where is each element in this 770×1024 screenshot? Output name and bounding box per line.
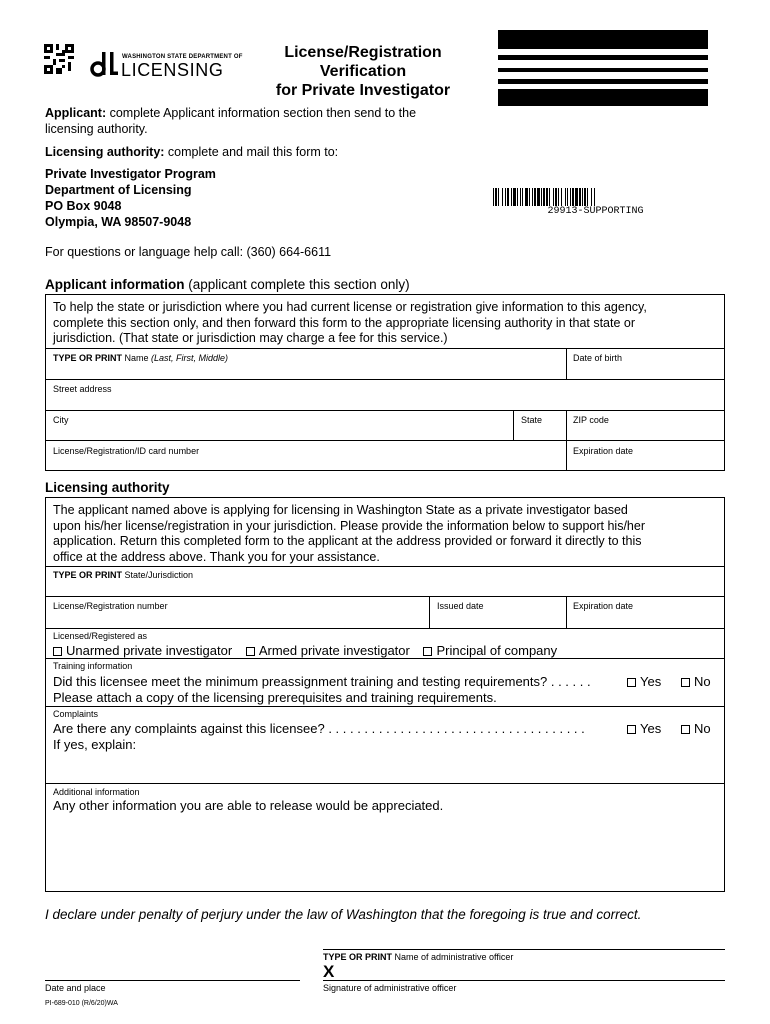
address-line: Olympia, WA 98507-9048 (45, 215, 192, 229)
date-divider (45, 980, 300, 981)
training-note: Please attach a copy of the licensing prerequisites and training requirements. (53, 690, 497, 705)
applicant-instruction (45, 105, 485, 137)
authority-lead: Licensing authority: (45, 145, 165, 159)
para-line: jurisdiction. (That state or jurisdiction may charge a fee for this service.) (53, 331, 448, 345)
para-line: complete this section only, and then forward this form to the appropriate licensing authority in that state or (53, 315, 636, 330)
divider (566, 596, 567, 628)
black-bar (498, 68, 708, 72)
applicant-text: complete Applicant information section then send to the (106, 106, 417, 120)
license-id-field[interactable]: License/Registration/ID card number (53, 446, 200, 456)
divider (45, 440, 725, 441)
divider (45, 566, 725, 567)
mailing-address (45, 166, 216, 230)
address-line: Private Investigator Program (45, 167, 216, 181)
divider (566, 348, 567, 379)
complaints-question: Are there any complaints against this licensee? . . . . . . . . . . . . . . . . . . . . . . . . . . . . . . . . . . . . (53, 721, 585, 736)
name-field[interactable] (53, 353, 228, 363)
expiration-field[interactable]: Expiration date (573, 446, 634, 456)
divider (45, 706, 725, 707)
heading-text: Applicant information (45, 277, 185, 292)
checkbox-icon[interactable] (681, 725, 690, 734)
para-line: upon his/her license/registration in your jurisdiction. Please provide the information below to support his/her (53, 518, 645, 533)
principal-option[interactable] (423, 643, 557, 658)
complaints-label: Complaints (53, 709, 99, 719)
divider (513, 410, 514, 440)
street-field[interactable]: Street address (53, 384, 112, 394)
authority-instruction (45, 144, 338, 160)
additional-text[interactable]: Any other information you are able to release would be appreciated. (53, 798, 444, 813)
date-place-field[interactable]: Date and place (45, 983, 106, 993)
divider (45, 410, 725, 411)
zip-field[interactable]: ZIP code (573, 415, 609, 425)
complaints-yes[interactable] (627, 721, 661, 737)
no-label: No (694, 674, 711, 689)
agency-name-small: WASHINGTON STATE DEPARTMENT OF (122, 54, 243, 60)
jurisdiction-label: State/Jurisdiction (122, 570, 194, 580)
yes-label: Yes (640, 674, 662, 689)
para-line: The applicant named above is applying for licensing in Washington State as a private investigator based (53, 503, 628, 517)
jurisdiction-field[interactable] (53, 570, 193, 580)
divider (429, 596, 430, 628)
issued-date-field[interactable]: Issued date (437, 601, 484, 611)
authority-section-heading: Licensing authority (45, 480, 170, 495)
signature-line (323, 980, 725, 981)
training-yes[interactable] (627, 674, 661, 690)
signature-field[interactable]: Signature of administrative officer (323, 983, 457, 993)
name-hint: (Last, First, Middle) (151, 353, 229, 363)
agency-name-large: LICENSING (121, 60, 224, 80)
yes-label: Yes (640, 721, 662, 736)
divider (45, 348, 725, 349)
heading-note: (applicant complete this section only) (184, 277, 410, 292)
checkbox-icon[interactable] (53, 647, 62, 656)
para-line: office at the address above. Thank you for your assistance. (53, 549, 380, 564)
black-bar (498, 79, 708, 84)
signature-divider (323, 949, 725, 950)
checkbox-icon[interactable] (627, 678, 636, 687)
checkbox-icon[interactable] (681, 678, 690, 687)
type-or-print: TYPE OR PRINT (323, 952, 393, 962)
applicant-instructions (53, 300, 647, 347)
type-or-print: TYPE OR PRINT (53, 353, 123, 363)
para-line: application. Return this completed form to the applicant at the address provided or forward it directly to this (53, 534, 642, 548)
black-bar (498, 30, 708, 49)
divider (566, 440, 567, 471)
applicant-lead: Applicant: (45, 106, 107, 120)
checkbox-icon[interactable] (423, 647, 432, 656)
armed-option[interactable] (246, 643, 410, 658)
auth-expiration-field[interactable]: Expiration date (573, 601, 634, 611)
additional-label: Additional information (53, 787, 140, 797)
city-field[interactable]: City (53, 415, 69, 425)
title-line: License/Registration (284, 44, 442, 61)
authority-instructions (53, 503, 645, 565)
divider (45, 783, 725, 784)
state-field[interactable]: State (521, 415, 543, 425)
dob-field[interactable]: Date of birth (573, 353, 623, 363)
divider (45, 628, 725, 629)
address-line: Department of Licensing (45, 183, 192, 197)
qr-code-icon (44, 44, 74, 74)
dol-logo-icon (90, 50, 118, 78)
officer-name-field[interactable] (323, 952, 513, 962)
type-or-print: TYPE OR PRINT (53, 570, 123, 580)
authority-text: complete and mail this form to: (164, 145, 339, 159)
name-label: Name (122, 353, 152, 363)
training-label: Training information (53, 661, 133, 671)
option-label: Armed private investigator (258, 643, 410, 658)
divider (45, 596, 725, 597)
barcode-icon (493, 188, 698, 206)
divider (566, 410, 567, 440)
licensed-as-label: Licensed/Registered as (53, 631, 148, 641)
para-line: To help the state or jurisdiction where you had current license or registration give information to this agency, (53, 300, 647, 314)
barcode-text: 29913-SUPPORTING (547, 206, 644, 217)
perjury-declaration: I declare under penalty of perjury under the law of Washington that the foregoing is true and correct. (45, 907, 642, 922)
form-id: PI-689-010 (R/6/20)WA (45, 1000, 118, 1007)
checkbox-icon[interactable] (627, 725, 636, 734)
black-bar (498, 89, 708, 106)
title-line: for Private Investigator (275, 82, 451, 99)
option-label: Unarmed private investigator (66, 643, 233, 658)
training-no[interactable] (681, 674, 711, 690)
address-line: PO Box 9048 (45, 199, 122, 213)
unarmed-option[interactable] (53, 643, 232, 658)
licensed-as-options (53, 643, 557, 659)
help-phone: For questions or language help call: (360) 664-6611 (45, 245, 332, 259)
title-line: Verification (319, 63, 407, 80)
form-title (248, 43, 478, 100)
complaints-no[interactable] (681, 721, 711, 737)
black-bar (498, 55, 708, 60)
no-label: No (694, 721, 711, 736)
training-question: Did this licensee meet the minimum preassignment training and testing requirements? . . . . . . (53, 674, 591, 689)
applicant-section-heading (45, 277, 410, 292)
signature-x-mark: X (323, 962, 335, 981)
checkbox-icon[interactable] (246, 647, 255, 656)
divider (45, 379, 725, 380)
officer-label: Name of administrative officer (392, 952, 514, 962)
applicant-text-2: licensing authority. (45, 122, 148, 136)
option-label: Principal of company (436, 643, 558, 658)
explain-field[interactable]: If yes, explain: (53, 737, 137, 752)
lic-number-field[interactable]: License/Registration number (53, 601, 168, 611)
